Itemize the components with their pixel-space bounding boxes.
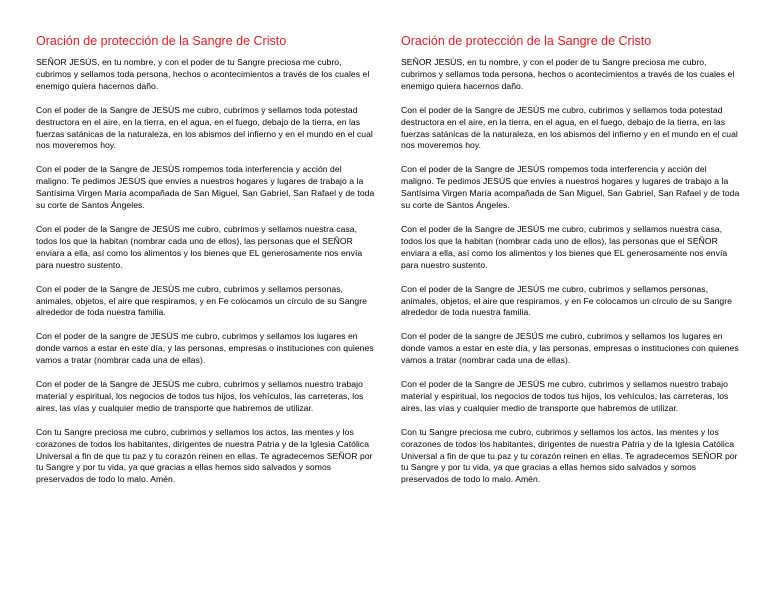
paragraph-5: Con el poder de la Sangre de JESÚS me cubro, cubrimos y sellamos personas, animales, objetos, el aire que respiramos, y en Fe colocamos un círculo de su Sangre alrededor de toda nuestra familia.	[401, 283, 732, 318]
paragraph-8: Con tu Sangre preciosa me cubro, cubrimos y sellamos los actos, las mentes y los corazones de todos los habitantes, dirigentes de nuestra Patria y de la Iglesia Católica Universal a fin de que tu paz y tu corazón reinen en ellas. Te agradecemos SEÑOR por tu Sangre y por tu vida, ya que gracias a ellas hemos sido salvados y somos preservados de todo lo malo. Amén.	[401, 426, 738, 485]
prayer-title: Oración de protección de la Sangre de Cristo	[36, 34, 287, 48]
paragraph-2: Con el poder de la Sangre de JESÚS me cubro, cubrimos y sellamos toda potestad destructora en el aire, en la tierra, en el agua, en el fuego, debajo de la tierra, en las fuerzas satánicas de la naturaleza, en los abismos del infierno y en el mundo en el cual nos moveremos hoy.	[36, 104, 373, 151]
left-column	[36, 33, 376, 498]
paragraph-2: Con el poder de la Sangre de JESÚS me cubro, cubrimos y sellamos toda potestad destructora en el aire, en la tierra, en el agua, en el fuego, debajo de la tierra, en las fuerzas satánicas de la naturaleza, en los abismos del infierno y en el mundo en el cual nos moveremos hoy.	[401, 104, 738, 151]
paragraph-5: Con el poder de la Sangre de JESÚS me cubro, cubrimos y sellamos personas, animales, objetos, el aire que respiramos, y en Fe colocamos un círculo de su Sangre alrededor de toda nuestra familia.	[36, 283, 367, 318]
paragraph-7: Con el poder de la Sangre de JESÚS me cubro, cubrimos y sellamos nuestro trabajo material y espiritual, los negocios de todos tus hijos, los vehículos, las carreteras, los aires, las vías y cualquier medio de transporte que habremos de utilizar.	[401, 379, 729, 413]
paragraph-7: Con el poder de la Sangre de JESÚS me cubro, cubrimos y sellamos nuestro trabajo material y espiritual, los negocios de todos tus hijos, los vehículos, las carreteras, los aires, las vías y cualquier medio de transporte que habremos de utilizar.	[36, 379, 364, 413]
paragraph-4: Con el poder de la Sangre de JESÚS me cubro, cubrimos y sellamos nuestra casa, todos los que la habitan (nombrar cada uno de ellos), las personas que el SEÑOR enviara a ella, así como los alimentos y los bienes que EL generosamente nos envía para nuestro sustento.	[401, 223, 728, 270]
paragraph-1: SEÑOR JESÚS, en tu nombre, y con el poder de tu Sangre preciosa me cubro, cubrimos y sellamos toda persona, hechos o acontecimientos a través de los cuales el enemigo quiera hacernos daño.	[36, 57, 370, 91]
paragraph-4: Con el poder de la Sangre de JESÚS me cubro, cubrimos y sellamos nuestra casa, todos los que la habitan (nombrar cada uno de ellos), las personas que el SEÑOR enviara a ella, así como los alimentos y los bienes que EL generosamente nos envía para nuestro sustento.	[36, 223, 363, 270]
paragraph-3: Con el poder de la Sangre de JESÚS rompemos toda interferencia y acción del maligno. Te pedimos JESÚS que envíes a nuestros hogares y lugares de trabajo a la Santísima Virgen María acompañada de San Miguel, San Gabriel, San Rafael y de toda su corte de Santos Ángeles.	[401, 164, 740, 211]
paragraph-6: Con el poder de la sangre de JESÚS me cubro, cubrimos y sellamos los lugares en donde vamos a estar en este día, y las personas, empresas o instituciones con quienes vamos a tratar (nombrar cada una de ellas).	[36, 331, 374, 366]
right-column	[401, 33, 741, 498]
prayer-title: Oración de protección de la Sangre de Cristo	[401, 34, 652, 48]
paragraph-8: Con tu Sangre preciosa me cubro, cubrimos y sellamos los actos, las mentes y los corazones de todos los habitantes, dirigentes de nuestra Patria y de la Iglesia Católica Universal a fin de que tu paz y tu corazón reinen en ellas. Te agradecemos SEÑOR por tu Sangre y por tu vida, ya que gracias a ellas hemos sido salvados y somos preservados de todo lo malo. Amén.	[36, 426, 373, 485]
paragraph-3: Con el poder de la Sangre de JESÚS rompemos toda interferencia y acción del maligno. Te pedimos JESÚS que envíes a nuestros hogares y lugares de trabajo a la Santísima Virgen María acompañada de San Miguel, San Gabriel, San Rafael y de toda su corte de Santos Ángeles.	[36, 164, 375, 211]
paragraph-1: SEÑOR JESÚS, en tu nombre, y con el poder de tu Sangre preciosa me cubro, cubrimos y sellamos toda persona, hechos o acontecimientos a través de los cuales el enemigo quiera hacernos daño.	[401, 57, 735, 91]
paragraph-6: Con el poder de la sangre de JESÚS me cubro, cubrimos y sellamos los lugares en donde vamos a estar en este día, y las personas, empresas o instituciones con quienes vamos a tratar (nombrar cada una de ellas).	[401, 331, 739, 366]
